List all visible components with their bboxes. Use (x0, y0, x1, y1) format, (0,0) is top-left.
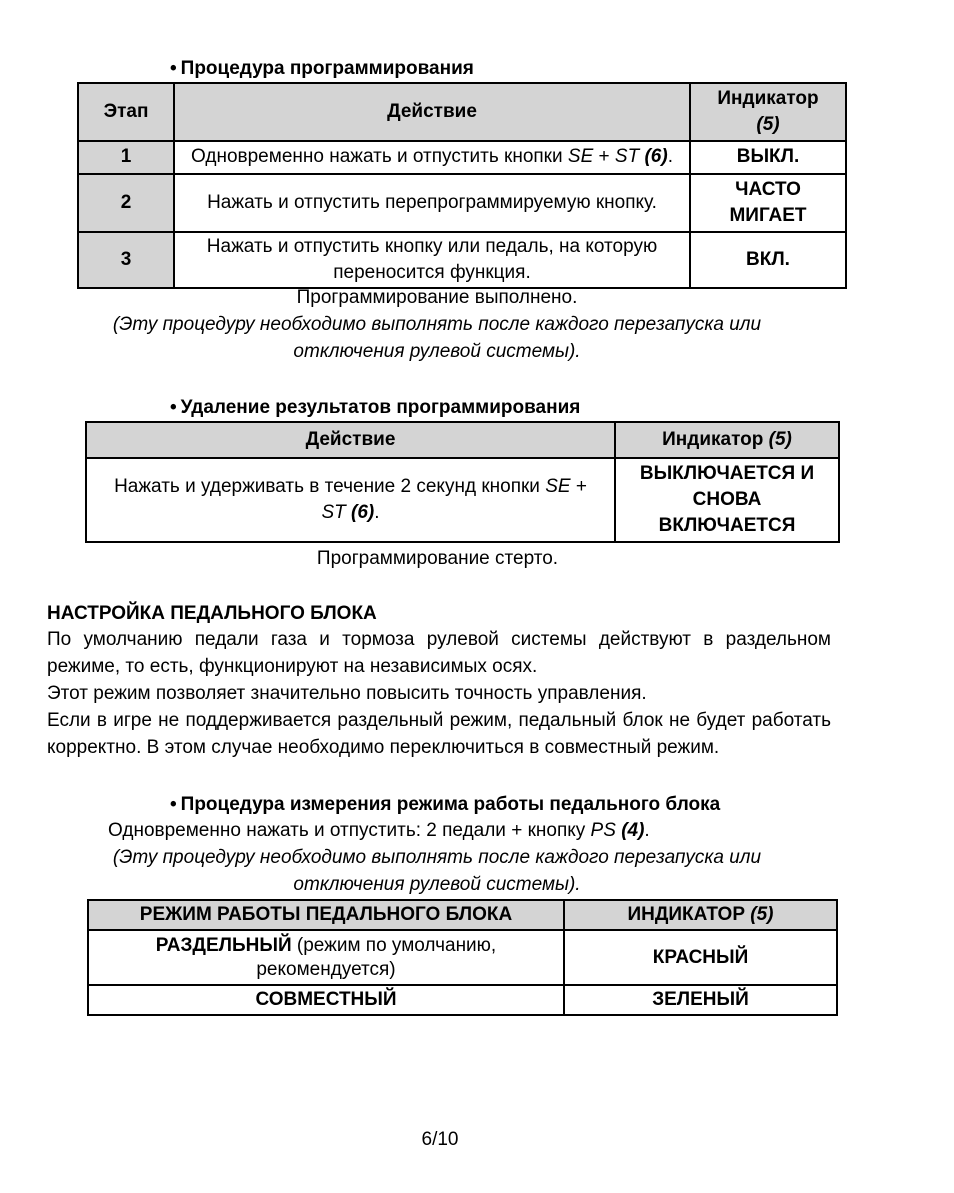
step-action: Нажать и отпустить кнопку или педаль, на которую переносится функция. (174, 232, 690, 288)
table-row (78, 232, 846, 288)
step-indicator: ВЫКЛ. (690, 141, 846, 173)
header-action: Действие (174, 83, 690, 141)
restart-note: (Эту процедуру необходимо выполнять после каждого перезапуска или отключения рулевой системы). (112, 314, 762, 362)
step-indicator: ВКЛ. (690, 232, 846, 288)
table-row (88, 930, 837, 985)
paragraph: Если в игре не поддерживается раздельный режим, педальный блок не будет работать корректно. В этом случае необходимо переключиться в совместный режим. (47, 710, 831, 758)
page-number: 6/10 (421, 1129, 459, 1150)
table-row (78, 174, 846, 232)
bullet-icon: • (170, 397, 177, 418)
step-indicator: ЧАСТО МИГАЕТ (690, 174, 846, 232)
step-number: 2 (78, 174, 174, 232)
table-row (78, 141, 846, 173)
header-step: Этап (78, 83, 174, 141)
bullet-icon: • (170, 794, 177, 815)
bullet-icon: • (170, 58, 177, 79)
restart-note: (Эту процедуру необходимо выполнять после каждого перезапуска или отключения рулевой системы). (112, 847, 762, 895)
step-number: 3 (78, 232, 174, 288)
mode-indicator: КРАСНЫЙ (564, 930, 837, 985)
section-heading-programming: • Процедура программирования (170, 58, 474, 79)
table-row (88, 985, 837, 1015)
header-indicator: Индикатор (5) (615, 422, 839, 458)
pedal-mode-table (87, 899, 838, 1016)
programming-erased-text: Программирование стерто. (316, 548, 559, 569)
mode-indicator: ЗЕЛЕНЫЙ (564, 985, 837, 1015)
paragraph: По умолчанию педали газа и тормоза рулевой системы действуют в раздельном режиме, то есть, функционируют на независимых осях. (47, 629, 831, 677)
delete-action: Нажать и удерживать в течение 2 секунд кнопки SE + ST (6). (86, 458, 615, 542)
delete-indicator: ВЫКЛЮЧАЕТСЯ И СНОВА ВКЛЮЧАЕТСЯ (615, 458, 839, 542)
mode-cell: СОВМЕСТНЫЙ (88, 985, 564, 1015)
step-action: Нажать и отпустить перепрограммируемую кнопку. (174, 174, 690, 232)
step-action: Одновременно нажать и отпустить кнопки SE + ST (6). (174, 141, 690, 173)
programming-table (77, 82, 847, 289)
programming-done-text: Программирование выполнено. (296, 287, 578, 308)
mode-cell: РАЗДЕЛЬНЫЙ (режим по умолчанию, рекомендуется) (88, 930, 564, 985)
paragraph: Этот режим позволяет значительно повысить точность управления. (47, 683, 647, 704)
header-indicator: Индикатор (5) (690, 83, 846, 141)
header-action: Действие (86, 422, 615, 458)
section-heading-delete: • Удаление результатов программирования (170, 397, 581, 418)
measure-instruction: Одновременно нажать и отпустить: 2 педали + кнопку PS (4). (108, 820, 650, 841)
step-number: 1 (78, 141, 174, 173)
delete-table (85, 421, 840, 543)
section-title-pedal: НАСТРОЙКА ПЕДАЛЬНОГО БЛОКА (47, 603, 377, 624)
table-row (86, 458, 839, 542)
section-heading-measure: • Процедура измерения режима работы педального блока (170, 794, 721, 815)
header-mode: РЕЖИМ РАБОТЫ ПЕДАЛЬНОГО БЛОКА (88, 900, 564, 930)
header-indicator: ИНДИКАТОР (5) (564, 900, 837, 930)
